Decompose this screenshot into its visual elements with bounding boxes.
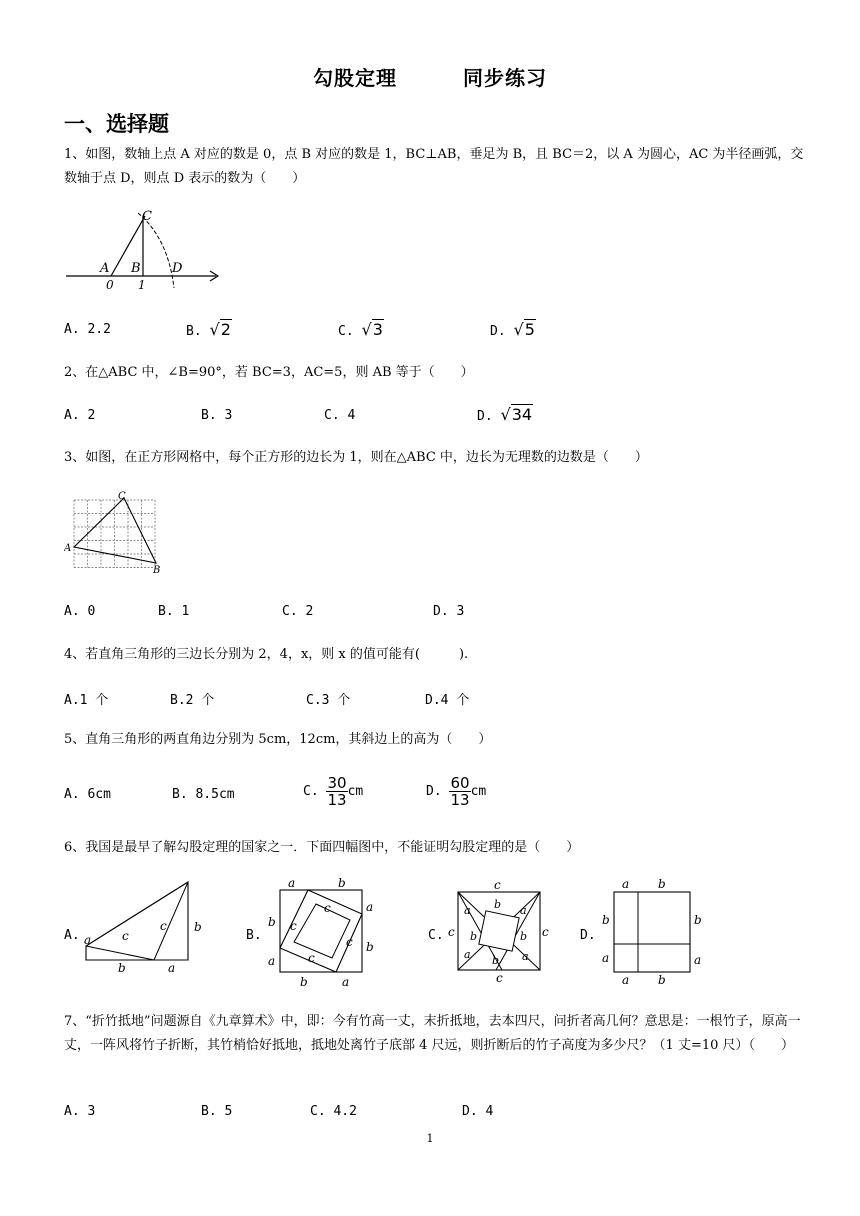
question-2-text: 2、在△ABC 中，∠B=90°，若 BC=3，AC=5，则 AB 等于（ ） [64, 365, 474, 380]
fraction-denominator: 13 [450, 791, 470, 809]
q4-option-b: B.2 个 [170, 693, 215, 708]
q3-option-b: B. 1 [158, 604, 190, 619]
question-5-text: 5、直角三角形的两直角边分别为 5cm，12cm，其斜边上的高为（ ） [64, 732, 492, 747]
svg-text:c: c [122, 929, 129, 943]
triangle-abc [74, 498, 156, 563]
label-a: A [64, 543, 72, 554]
q5-option-d-label: D. [426, 784, 442, 799]
svg-text:b: b [300, 975, 308, 988]
svg-text:b: b [520, 930, 528, 943]
q1-option-c-radicand: 3 [372, 320, 383, 339]
q4-option-d: D.4 个 [425, 693, 470, 708]
q6-figure-c [444, 878, 556, 984]
q1-option-b [186, 320, 232, 339]
svg-text:b: b [268, 915, 276, 929]
page-number: 1 [426, 1132, 434, 1145]
q2-option-d-radicand: 34 [511, 405, 533, 424]
q4-option-a: A.1 个 [64, 693, 109, 708]
svg-text:a: a [522, 950, 529, 963]
q1-option-b-label: B. [186, 324, 202, 339]
label-c: C [118, 491, 126, 502]
q7-option-c: C. 4.2 [310, 1104, 357, 1119]
q5-option-b: B. 8.5cm [172, 787, 235, 802]
q1-option-a: A. 2.2 [64, 322, 111, 337]
page-title [0, 62, 860, 91]
svg-text:a: a [694, 953, 702, 967]
unit: cm [347, 784, 364, 799]
unit: cm [470, 784, 487, 799]
svg-text:a: a [168, 961, 176, 975]
tick-1: 1 [138, 278, 146, 292]
q5-option-a: A. 6cm [64, 787, 111, 802]
svg-text:b: b [470, 930, 478, 943]
label-c: C [142, 209, 152, 224]
svg-text:a: a [268, 954, 276, 968]
q5-option-c-fraction [326, 775, 347, 808]
label-b: B [131, 261, 141, 276]
svg-text:a: a [622, 973, 630, 987]
sqrt-symbol: √2 [209, 320, 231, 339]
question-1-text: 1、如图，数轴上点 A 对应的数是 0，点 B 对应的数是 1，BC⊥AB，垂足为 B，且 BC＝2，以 A 为圆心，AC 为半径画弧，交数轴于点 D，则点 D 表示的数为（ ） [64, 147, 804, 186]
section-heading: 一、选择题 [64, 112, 169, 136]
title-part2: 同步练习 [463, 66, 547, 90]
label-d: D [172, 261, 183, 276]
label-a: A [100, 261, 110, 276]
svg-text:a: a [84, 933, 92, 947]
svg-text:b: b [338, 876, 346, 890]
q6-figure-a [82, 878, 204, 976]
svg-text:b: b [658, 877, 666, 891]
svg-text:a: a [464, 904, 471, 917]
q1-option-c [338, 320, 384, 339]
q6-option-c-label: C. [428, 928, 444, 943]
q7-option-d: D. 4 [462, 1104, 494, 1119]
q6-option-a-label: A. [64, 928, 80, 943]
svg-text:c: c [542, 925, 549, 939]
sqrt-symbol: √5 [513, 320, 535, 339]
svg-text:c: c [346, 935, 353, 949]
q2-option-d [477, 405, 533, 424]
q2-option-c: C. 4 [324, 408, 356, 423]
q7-option-b: B. 5 [201, 1104, 233, 1119]
q6-option-b-label: B. [246, 928, 262, 943]
q5-option-d-fraction [449, 775, 470, 808]
label-b: B [153, 565, 161, 576]
q2-option-b: B. 3 [201, 408, 233, 423]
svg-text:a: a [366, 900, 374, 914]
fraction-numerator: 60 [450, 774, 470, 792]
svg-text:c: c [324, 901, 331, 915]
q1-number-line-figure [64, 208, 226, 294]
outer-square [614, 892, 690, 972]
svg-text:a: a [464, 948, 471, 961]
q2-option-d-label: D. [477, 409, 493, 424]
svg-text:b: b [118, 961, 126, 975]
hypotenuse-1 [86, 946, 154, 960]
svg-text:a: a [342, 975, 350, 988]
q1-option-d [490, 320, 536, 339]
svg-text:c: c [494, 878, 501, 892]
q2-option-a: A. 2 [64, 408, 96, 423]
q7-option-a: A. 3 [64, 1104, 96, 1119]
q5-option-d [426, 775, 486, 808]
svg-text:b: b [492, 954, 500, 967]
svg-text:a: a [602, 951, 610, 965]
q3-grid-figure [64, 490, 168, 578]
svg-text:c: c [308, 951, 315, 965]
fraction-numerator: 30 [327, 774, 347, 792]
svg-text:a: a [288, 876, 296, 890]
sqrt-symbol: √3 [361, 320, 383, 339]
q6-option-d-label: D. [580, 928, 596, 943]
svg-text:a: a [520, 904, 527, 917]
svg-text:c: c [290, 919, 297, 933]
question-7-text: 7、“折竹抵地”问题源自《九章算术》中，即：今有竹高一丈，末折抵地，去本四尺，问折者高几何？意思是：一根竹子，原高一丈，一阵风将竹子折断，其竹梢恰好抵地，抵地处离竹子底部 4 尺远，则折断后的竹子高度为多少尺？（1 丈=10 尺）（ ） [64, 1014, 801, 1053]
svg-text:c: c [448, 925, 455, 939]
question-6-text: 6、我国是最早了解勾股定理的国家之一．下面四幅图中，不能证明勾股定理的是（ ） [64, 840, 580, 855]
svg-text:c: c [496, 971, 503, 984]
q5-option-c [303, 775, 363, 808]
q1-option-d-label: D. [490, 324, 506, 339]
grid-lines [74, 500, 155, 568]
q1-option-b-radicand: 2 [220, 320, 231, 339]
svg-text:a: a [622, 877, 630, 891]
q3-option-c: C. 2 [282, 604, 314, 619]
svg-text:b: b [366, 940, 374, 954]
fraction-denominator: 13 [327, 791, 347, 809]
tick-0: 0 [106, 278, 114, 292]
q5-option-c-label: C. [303, 784, 319, 799]
svg-text:c: c [160, 919, 167, 933]
top-edge [86, 882, 188, 946]
svg-text:b: b [694, 913, 702, 927]
svg-text:b: b [658, 973, 666, 987]
title-part1: 勾股定理 [313, 66, 397, 90]
q3-option-d: D. 3 [433, 604, 465, 619]
trapezoid-outline [86, 882, 188, 960]
q4-option-c: C.3 个 [306, 693, 351, 708]
svg-text:b: b [494, 898, 502, 911]
question-4-text: 4、若直角三角形的三边长分别为 2，4，x，则 x 的值可能有( ). [64, 647, 469, 662]
q6-figure-d [598, 876, 708, 988]
svg-text:b: b [602, 913, 610, 927]
svg-text:b: b [194, 920, 202, 934]
q6-figure-b [262, 876, 380, 988]
innermost-square [294, 904, 350, 958]
middle-square [479, 911, 519, 951]
q3-option-a: A. 0 [64, 604, 96, 619]
question-3-text: 3、如图，在正方形网格中，每个正方形的边长为 1，则在△ABC 中，边长为无理数的边数是（ ） [64, 450, 648, 465]
q1-option-c-label: C. [338, 324, 354, 339]
q1-option-d-radicand: 5 [524, 320, 535, 339]
sqrt-symbol: √34 [500, 405, 533, 424]
